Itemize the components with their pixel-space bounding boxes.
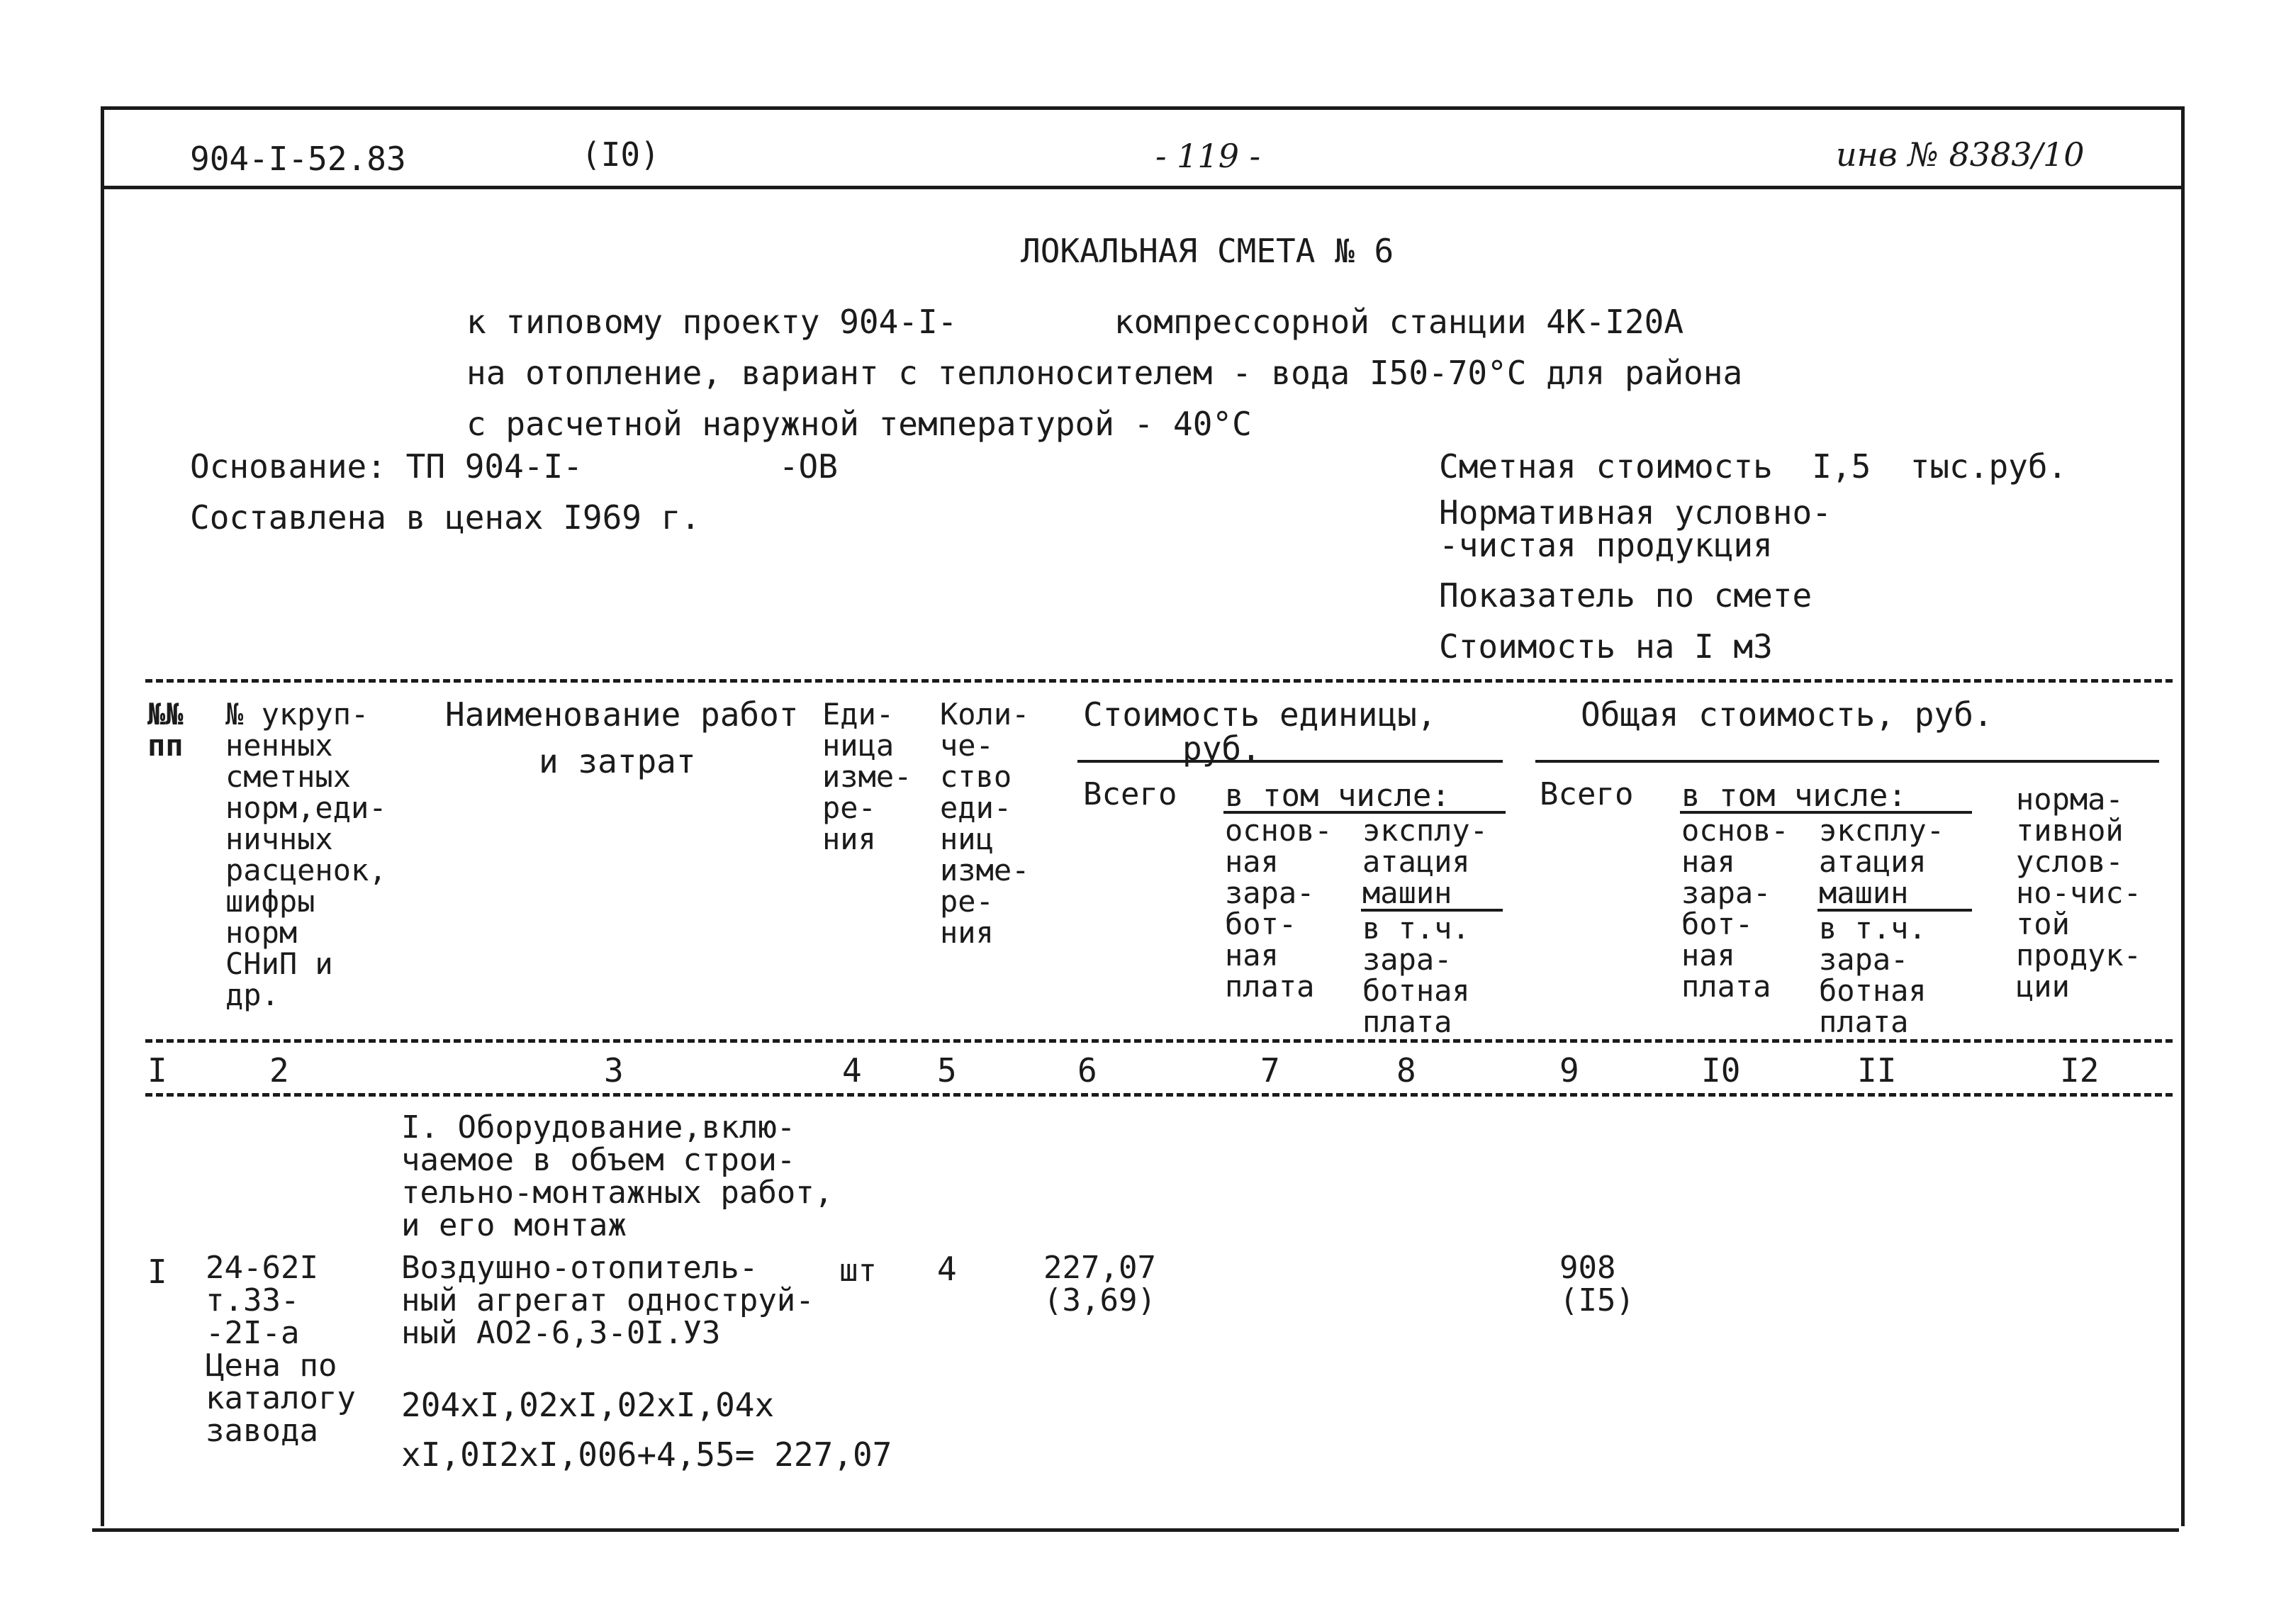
col-header-base-wage: основ- ная зара- бот- ная плата [1681,813,1789,1004]
col-number: 5 [937,1051,957,1090]
document-subtitle: с расчетной наружной температурой - 40°С [466,405,1252,443]
norm-product-line: Нормативная условно- [1439,493,1832,532]
col-header-unit-total: Всего [1083,776,1177,812]
col-number: I0 [1701,1051,1741,1090]
col-number: 9 [1559,1051,1579,1090]
col-header-name: и затрат [539,742,696,780]
col-header-including: в том числе: [1681,778,1907,814]
col-number: 6 [1077,1051,1097,1090]
col-number: II [1857,1051,1897,1090]
row-unit-cost: 227,07 (3,69) [1043,1250,1156,1318]
row-quantity: 4 [937,1250,957,1288]
col-number: 8 [1396,1051,1416,1090]
col-header-norm-code: № укруп- ненных сметных норм,еди- ничных расценок, шифры норм СНиП и др. [225,697,387,1012]
col-number: I2 [2060,1051,2100,1090]
project-code: 904-I-52.83 [190,140,406,178]
col-header-total-cost: Общая стоимость, руб. [1581,695,1993,734]
row-item-name: Воздушно-отопитель- ный агрегат одноструй- ный АО2-6,3-0I.У3 [401,1250,814,1351]
col-header-unit-cost: руб. [1182,729,1261,768]
table-header-rule [145,1039,2173,1043]
col-header-machines: эксплу- атация [1362,813,1489,879]
norm-product-line: -чистая продукция [1439,526,1773,564]
col-number: I [147,1051,167,1090]
inventory-number: инв № 8383/10 [1836,135,2085,174]
total-cost-underline [1535,760,2159,763]
prices-line: Составлена в ценах I969 г. [190,498,701,537]
header-rule [101,186,2181,189]
col-header-unit-cost: Стоимость единицы, [1083,695,1437,734]
col-header-name: Наименование работ [445,695,799,734]
row-number: I [147,1253,167,1291]
col-header-machines: машин [1819,875,1909,910]
col-number: 7 [1260,1051,1280,1090]
table-top-rule [145,679,2173,683]
row-total-cost: 908 (I5) [1559,1250,1635,1318]
col-header-machines: машин [1362,875,1452,910]
row-norm-code: 24-62I т.33- -2I-а Цена по каталогу завода [206,1250,356,1449]
column-number-rule [145,1093,2173,1097]
indicator-line: Показатель по смете [1439,576,1813,615]
unit-cost-underline [1077,760,1503,763]
col-header-machines-wage: в т.ч. зара- ботная плата [1362,911,1470,1039]
row-calculation: 204хI,02хI,02хI,04х [401,1386,775,1424]
document-subtitle: к типовому проекту 904-I- компрессорной станции 4К-I20А [466,303,1684,341]
document-title: ЛОКАЛЬНАЯ СМЕТА № 6 [1021,232,1394,270]
col-header-unit: Еди- ница изме- ре- ния [822,697,912,856]
col-header-machines: эксплу- атация [1819,813,1945,879]
basis-line: Основание: ТП 904-I- -ОВ [190,447,838,486]
col-header-total-all: Всего [1540,776,1634,812]
row-calculation: хI,0I2хI,006+4,55= 227,07 [401,1435,892,1474]
page-number: - 119 - [1155,137,1261,175]
section-number: (I0) [581,135,660,174]
frame-bottom-line [92,1528,2179,1532]
col-number: 2 [269,1051,289,1090]
estimate-cost: Сметная стоимость I,5 тыс.руб. [1439,447,2068,486]
cost-per-m3: Стоимость на I м3 [1439,627,1773,666]
col-header-number: №№ пп [147,697,184,763]
section-heading: I. Оборудование,вклю- чаемое в объем строи- тельно-монтажных работ, и его монтаж [401,1109,834,1243]
col-header-machines-wage: в т.ч. зара- ботная плата [1819,911,1927,1039]
col-header-base-wage: основ- ная зара- бот- ная плата [1225,813,1333,1004]
col-number: 3 [604,1051,624,1090]
document-subtitle: на отопление, вариант с теплоносителем - вода I50-70°С для района [466,354,1743,392]
row-unit: шт [839,1253,877,1289]
col-header-including: в том числе: [1225,778,1450,814]
col-header-quantity: Коли- че- ство еди- ниц изме- ре- ния [940,697,1030,950]
col-header-norm-clean: норма- тивной услов- но-чис- той продук- ции [2016,782,2142,1004]
col-number: 4 [842,1051,862,1090]
